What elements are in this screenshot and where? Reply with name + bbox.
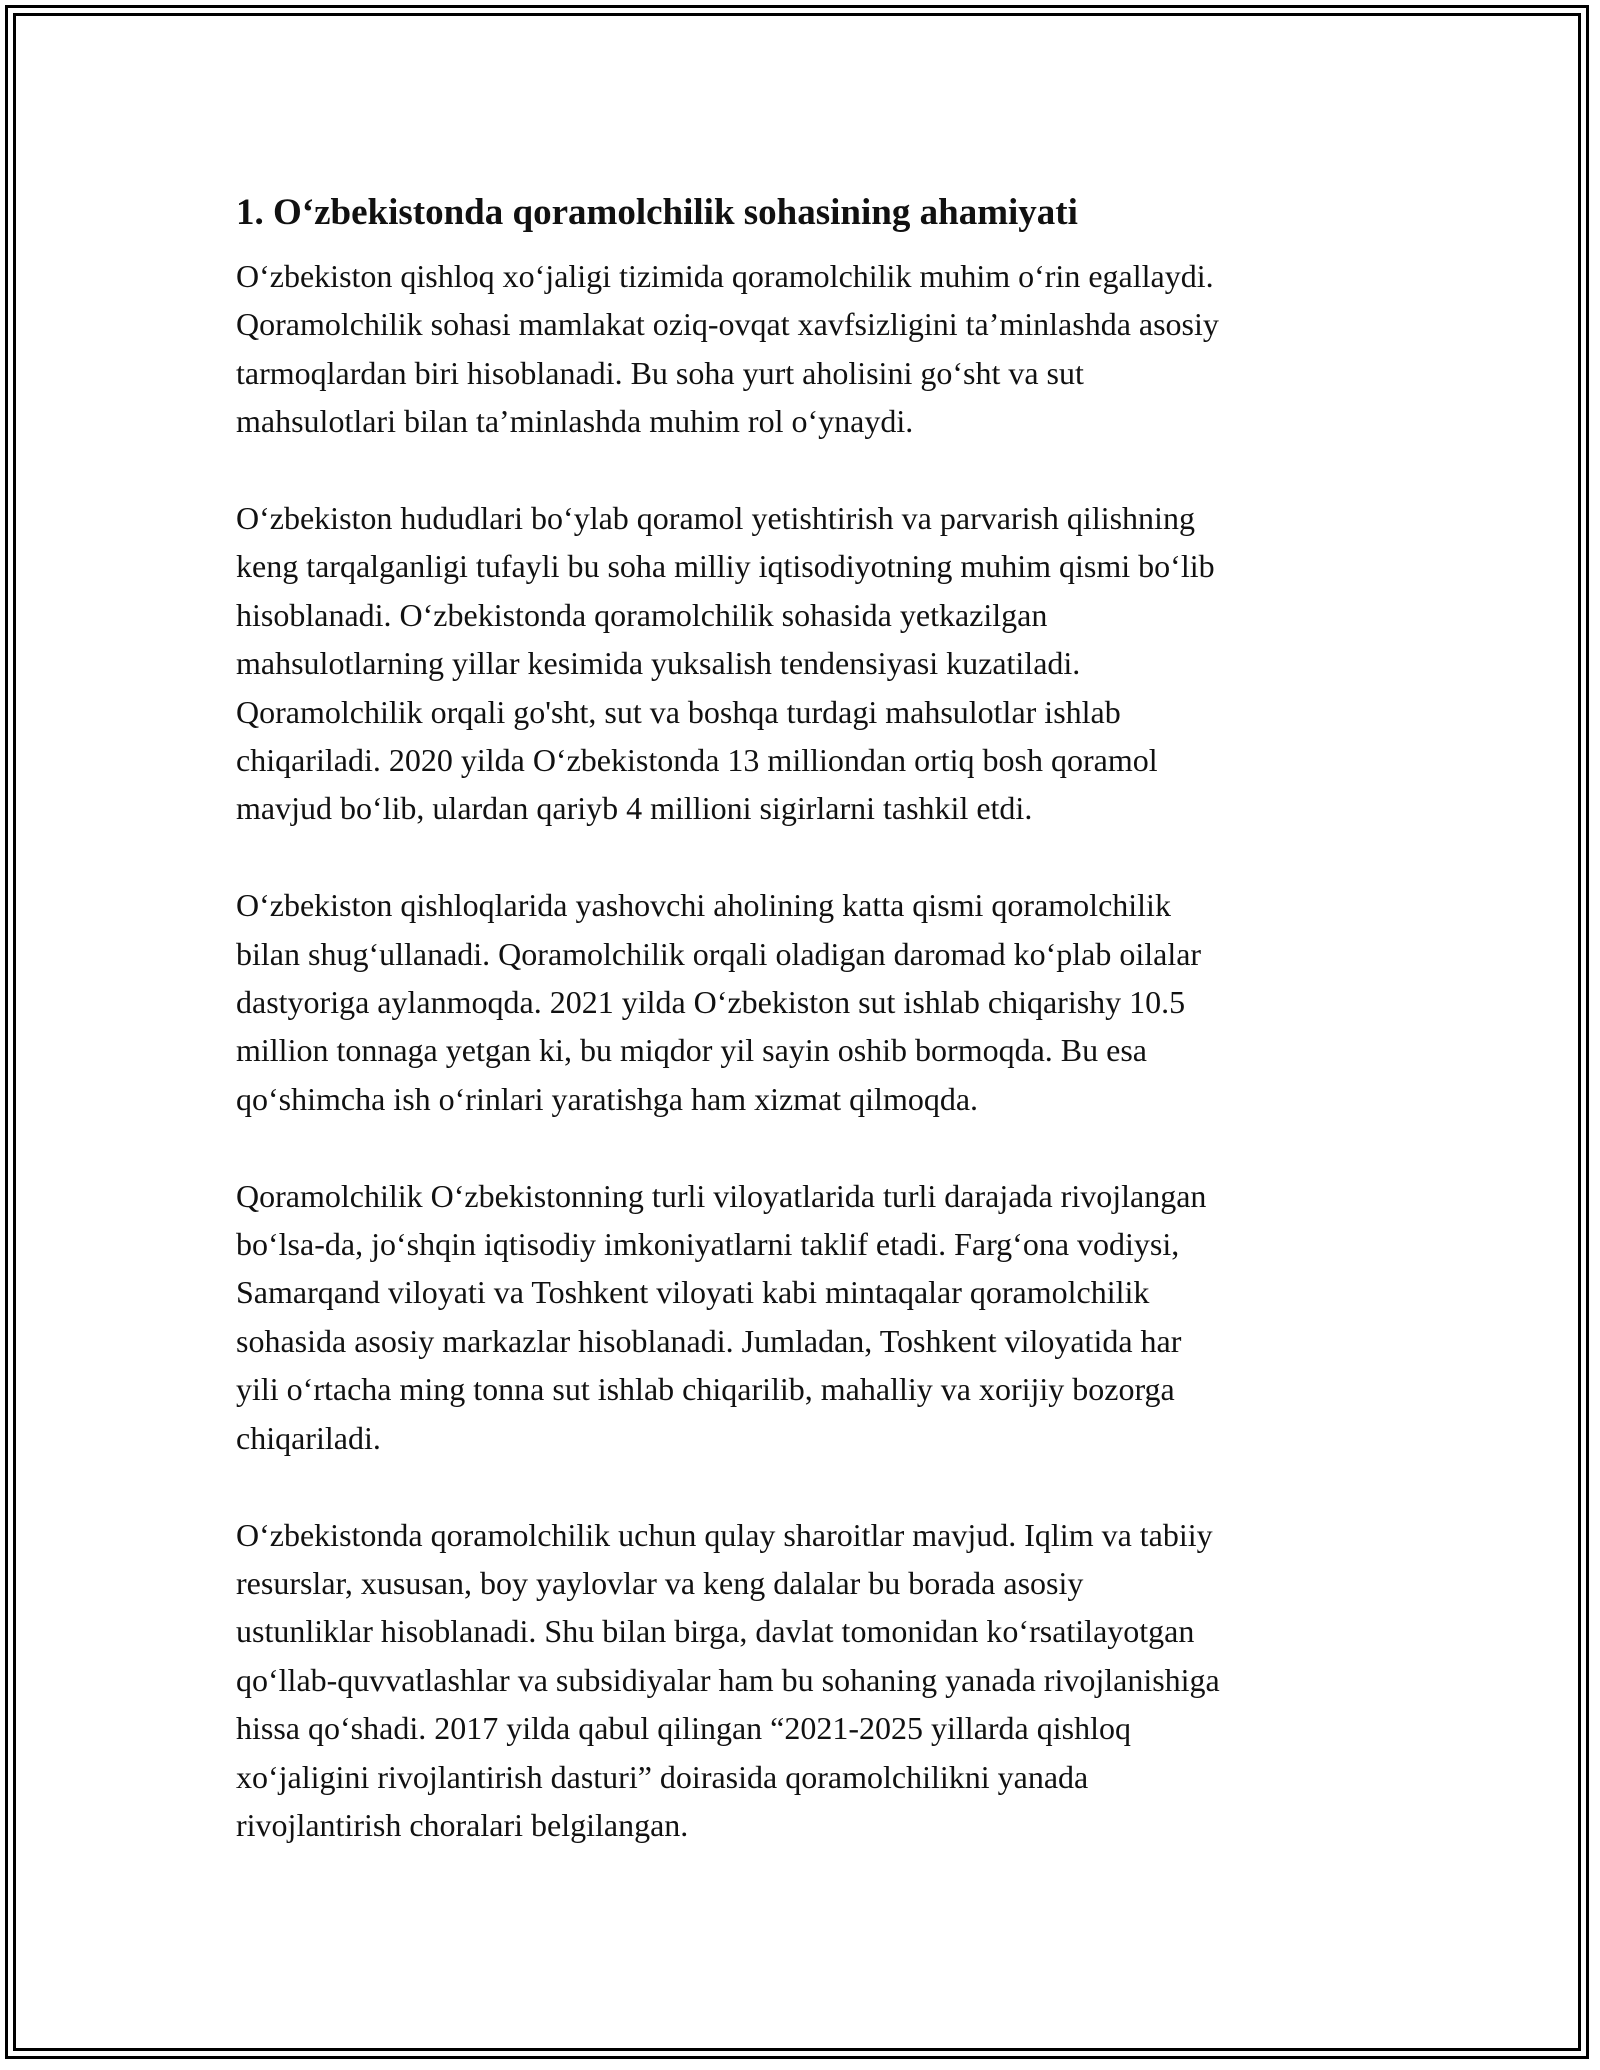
- text-line: million tonnaga yetgan ki, bu miqdor yil sayin oshib bormoqda. Bu esa: [236, 1032, 1147, 1069]
- paragraph-2: [236, 494, 1386, 833]
- text-line: sohasida asosiy markazlar hisoblanadi. Jumladan, Toshkent viloyatida har: [236, 1322, 1182, 1359]
- text-line: mahsulotlarning yillar kesimida yuksalish tendensiyasi kuzatiladi.: [236, 645, 1081, 682]
- text-line: hissa qo‘shadi. 2017 yilda qabul qilingan “2021-2025 yillarda qishloq: [236, 1710, 1131, 1747]
- text-line: qo‘llab-quvvatlashlar va subsidiyalar ham bu sohaning yanada rivojlanishiga: [236, 1661, 1220, 1698]
- text-line: O‘zbekiston hududlari bo‘ylab qoramol yetishtirish va parvarish qilishning: [236, 500, 1195, 537]
- text-line: chiqariladi. 2020 yilda O‘zbekistonda 13 milliondan ortiq bosh qoramol: [236, 742, 1158, 779]
- paragraph-1: [236, 252, 1386, 446]
- text-line: ustunliklar hisoblanadi. Shu bilan birga, davlat tomonidan ko‘rsatilayotgan: [236, 1613, 1195, 1650]
- text-line: rivojlantirish choralari belgilangan.: [236, 1806, 689, 1843]
- text-line: dastyoriga aylanmoqda. 2021 yilda O‘zbekiston sut ishlab chiqarishy 10.5: [236, 984, 1186, 1021]
- text-line: bilan shug‘ullanadi. Qoramolchilik orqali oladigan daromad ko‘plab oilalar: [236, 935, 1202, 972]
- text-line: chiqariladi.: [236, 1419, 381, 1456]
- text-line: O‘zbekistonda qoramolchilik uchun qulay sharoitlar mavjud. Iqlim va tabiiy: [236, 1516, 1213, 1553]
- text-line: mavjud bo‘lib, ulardan qariyb 4 millioni sigirlarni tashkil etdi.: [236, 790, 1033, 827]
- paragraph-3: [236, 881, 1386, 1123]
- text-line: Qoramolchilik O‘zbekistonning turli viloyatlarida turli darajada rivojlangan: [236, 1177, 1207, 1214]
- text-line: O‘zbekiston qishloqlarida yashovchi aholining katta qismi qoramolchilik: [236, 887, 1171, 924]
- text-line: mahsulotlari bilan ta’minlashda muhim rol o‘ynaydi.: [236, 403, 914, 440]
- text-line: bo‘lsa-da, jo‘shqin iqtisodiy imkoniyatlarni taklif etadi. Farg‘ona vodiysi,: [236, 1226, 1180, 1263]
- text-line: resurslar, xususan, boy yaylovlar va keng dalalar bu borada asosiy: [236, 1564, 1084, 1601]
- text-line: Qoramolchilik orqali go'sht, sut va boshqa turdagi mahsulotlar ishlab: [236, 693, 1121, 730]
- paragraph-5: [236, 1511, 1386, 1850]
- text-line: hisoblanadi. O‘zbekistonda qoramolchilik sohasida yetkazilgan: [236, 596, 1048, 633]
- text-line: tarmoqlardan biri hisoblanadi. Bu soha yurt aholisini go‘sht va sut: [236, 354, 1084, 391]
- document-body: [236, 188, 1386, 1898]
- paragraph-4: [236, 1172, 1386, 1462]
- text-line: Qoramolchilik sohasi mamlakat oziq-ovqat xavfsizligini ta’minlashda asosiy: [236, 306, 1219, 343]
- section-heading: 1. O‘zbekistonda qoramolchilik sohasining ahamiyati: [236, 192, 1078, 233]
- text-line: keng tarqalganligi tufayli bu soha milliy iqtisodiyotning muhim qismi bo‘lib: [236, 548, 1215, 585]
- text-line: qo‘shimcha ish o‘rinlari yaratishga ham xizmat qilmoqda.: [236, 1080, 979, 1117]
- text-line: yili o‘rtacha ming tonna sut ishlab chiqarilib, mahalliy va xorijiy bozorga: [236, 1371, 1175, 1408]
- text-line: O‘zbekiston qishloq xo‘jaligi tizimida qoramolchilik muhim o‘rin egallaydi.: [236, 258, 1214, 294]
- text-line: xo‘jaligini rivojlantirish dasturi” doirasida qoramolchilikni yanada: [236, 1758, 1089, 1795]
- text-line: Samarqand viloyati va Toshkent viloyati kabi mintaqalar qoramolchilik: [236, 1274, 1150, 1311]
